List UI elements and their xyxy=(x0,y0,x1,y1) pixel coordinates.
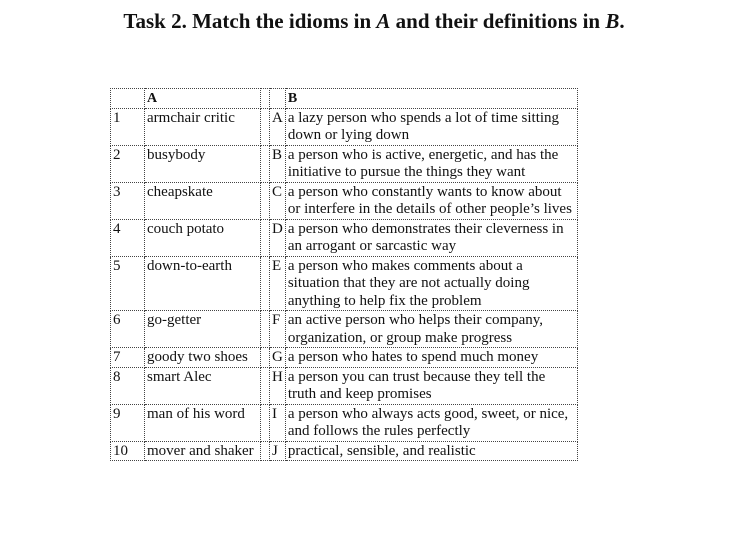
header-gap-cell xyxy=(261,89,270,109)
definition-text: a lazy person who spends a lot of time sitting down or lying down xyxy=(285,108,577,145)
idiom-text: cheapskate xyxy=(145,182,261,219)
definition-letter: F xyxy=(270,311,286,348)
title-middle: and their definitions in xyxy=(390,9,606,33)
definition-letter: I xyxy=(270,404,286,441)
definition-letter: D xyxy=(270,219,286,256)
gap-cell xyxy=(261,256,270,311)
idioms-table-body xyxy=(111,108,578,461)
idiom-number: 5 xyxy=(111,256,145,311)
definition-text: a person who is active, energetic, and has the initiative to pursue the things they want xyxy=(285,145,577,182)
idioms-table xyxy=(110,88,578,461)
header-b: B xyxy=(285,89,577,109)
idiom-number: 10 xyxy=(111,441,145,461)
definition-letter: B xyxy=(270,145,286,182)
idiom-number: 9 xyxy=(111,404,145,441)
title-column-b: B xyxy=(605,9,620,33)
gap-cell xyxy=(261,348,270,368)
header-a: A xyxy=(145,89,261,109)
header-row xyxy=(111,89,578,109)
gap-cell xyxy=(261,108,270,145)
idiom-text: armchair critic xyxy=(145,108,261,145)
table-row xyxy=(111,108,578,145)
gap-cell xyxy=(261,219,270,256)
table-row xyxy=(111,311,578,348)
definition-text: practical, sensible, and realistic xyxy=(285,441,577,461)
definition-text: a person you can trust because they tell the truth and keep promises xyxy=(285,367,577,404)
definition-letter: A xyxy=(270,108,286,145)
idiom-number: 1 xyxy=(111,108,145,145)
idiom-text: mover and shaker xyxy=(145,441,261,461)
table-row xyxy=(111,367,578,404)
table-row xyxy=(111,256,578,311)
idiom-text: go-getter xyxy=(145,311,261,348)
gap-cell xyxy=(261,145,270,182)
definition-letter: E xyxy=(270,256,286,311)
table-row xyxy=(111,145,578,182)
title-prefix: Task 2. Match the idioms in xyxy=(123,9,377,33)
idiom-text: goody two shoes xyxy=(145,348,261,368)
definition-text: an active person who helps their company, organization, or group make progress xyxy=(285,311,577,348)
page-title xyxy=(0,9,748,34)
definition-text: a person who hates to spend much money xyxy=(285,348,577,368)
title-column-a: A xyxy=(376,9,391,33)
definition-letter: C xyxy=(270,182,286,219)
table-row xyxy=(111,219,578,256)
idiom-number: 4 xyxy=(111,219,145,256)
gap-cell xyxy=(261,367,270,404)
header-letter-cell xyxy=(270,89,286,109)
idiom-number: 7 xyxy=(111,348,145,368)
gap-cell xyxy=(261,311,270,348)
definition-text: a person who makes comments about a situation that they are not actually doing anything to help fix the problem xyxy=(285,256,577,311)
idiom-text: couch potato xyxy=(145,219,261,256)
definition-text: a person who demonstrates their cleverness in an arrogant or sarcastic way xyxy=(285,219,577,256)
title-suffix: . xyxy=(619,9,625,33)
table-row xyxy=(111,404,578,441)
definition-letter: J xyxy=(270,441,286,461)
idiom-number: 6 xyxy=(111,311,145,348)
definition-letter: H xyxy=(270,367,286,404)
header-num-cell xyxy=(111,89,145,109)
idiom-number: 2 xyxy=(111,145,145,182)
idiom-number: 3 xyxy=(111,182,145,219)
table-row xyxy=(111,441,578,461)
gap-cell xyxy=(261,441,270,461)
definition-letter: G xyxy=(270,348,286,368)
idiom-text: busybody xyxy=(145,145,261,182)
definition-text: a person who always acts good, sweet, or nice, and follows the rules perfectly xyxy=(285,404,577,441)
idiom-text: man of his word xyxy=(145,404,261,441)
table-row xyxy=(111,348,578,368)
idiom-number: 8 xyxy=(111,367,145,404)
idiom-text: smart Alec xyxy=(145,367,261,404)
idiom-text: down-to-earth xyxy=(145,256,261,311)
gap-cell xyxy=(261,182,270,219)
definition-text: a person who constantly wants to know about or interfere in the details of other people’s lives xyxy=(285,182,577,219)
table-row xyxy=(111,182,578,219)
gap-cell xyxy=(261,404,270,441)
